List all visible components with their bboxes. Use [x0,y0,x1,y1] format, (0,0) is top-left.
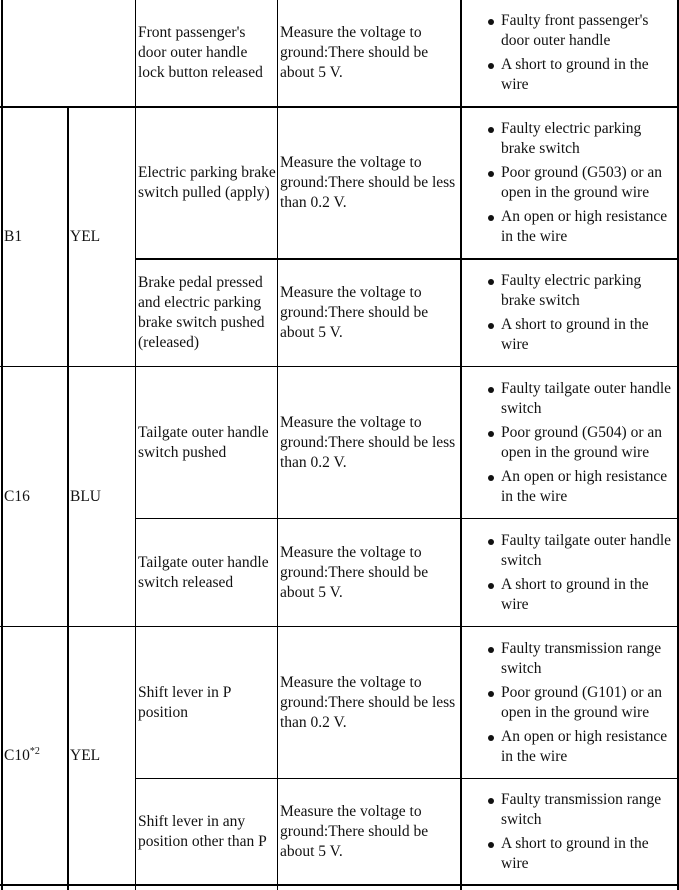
pin-footnote-marker: *2 [29,745,40,757]
result-text: Measure the voltage to ground:There should be less than 0.2 V. [280,413,456,471]
cause-item: A short to ground in the wire [462,315,677,355]
cause-list [462,271,677,355]
cause-list [462,639,677,767]
cause-list [462,790,677,874]
cause-item: Faulty electric parking brake switch [462,271,677,311]
condition-text: Shift lever in P position [138,683,231,721]
result-cell [280,260,460,366]
condition-text: Front passenger's door outer handle lock button released [138,24,263,81]
cause-item: Faulty tailgate outer handle switch [462,379,677,419]
pin-cell [4,367,66,626]
column-border [135,0,136,890]
cause-item: An open or high resistance in the wire [462,727,677,767]
condition-cell [138,0,276,106]
cause-item: An open or high resistance in the wire [462,467,677,507]
result-cell [280,519,460,626]
condition-cell [138,260,276,366]
pin-label: B1 [4,228,23,245]
cause-item: Faulty tailgate outer handle switch [462,531,677,571]
cause-list [462,531,677,615]
cause-item: Poor ground (G101) or an open in the ground wire [462,683,677,723]
pin-cell [4,108,66,366]
condition-text: Shift lever in any position other than P [138,812,267,850]
cause-cell [462,519,677,626]
condition-text: Tailgate outer handle switch pushed [138,423,269,461]
result-cell [280,367,460,518]
condition-text: Electric parking brake switch pulled (apply) [138,164,276,201]
condition-cell [138,108,276,258]
result-text: Measure the voltage to ground:There should be about 5 V. [280,284,429,341]
wire-color-label: BLU [70,487,101,505]
cause-list [462,11,677,95]
wire-color-label: YEL [70,746,101,764]
condition-text: Tailgate outer handle switch released [138,553,269,591]
cause-item: An open or high resistance in the wire [462,207,677,247]
column-border [277,0,278,890]
cause-cell [462,367,677,518]
wire-color-cell [70,367,134,626]
condition-text: Brake pedal pressed and electric parking brake switch pushed (released) [138,274,265,351]
condition-cell [138,519,276,626]
condition-cell [138,627,276,778]
cause-list [462,119,677,247]
column-border [1,0,3,890]
cause-cell [462,0,677,106]
result-cell [280,779,460,884]
cause-item: Poor ground (G503) or an open in the ground wire [462,163,677,203]
cause-list [462,379,677,507]
wire-color-cell [70,108,134,366]
cause-item: A short to ground in the wire [462,834,677,874]
pin-label [4,746,40,766]
wire-color-label: YEL [70,228,101,245]
condition-cell [138,367,276,518]
pin-label: C16 [4,487,30,505]
condition-cell [138,779,276,884]
row-border [0,884,679,886]
cause-item: Faulty front passenger's door outer handle [462,11,677,51]
column-border [67,106,69,890]
cause-item: Poor ground (G504) or an open in the ground wire [462,423,677,463]
result-text: Measure the voltage to ground:There should be about 5 V. [280,543,429,601]
result-text: Measure the voltage to ground:There should be less than 0.2 V. [280,154,456,211]
cause-cell [462,108,677,258]
cause-item: A short to ground in the wire [462,575,677,615]
cause-item: Faulty transmission range switch [462,639,677,679]
result-text: Measure the voltage to ground:There should be about 5 V. [280,24,429,81]
result-cell [280,627,460,778]
cause-item: Faulty transmission range switch [462,790,677,830]
pin-cell [4,627,66,884]
wire-color-cell [70,627,134,884]
result-cell [280,0,460,106]
cause-item: A short to ground in the wire [462,55,677,95]
cause-item: Faulty electric parking brake switch [462,119,677,159]
result-text: Measure the voltage to ground:There should be less than 0.2 V. [280,673,456,731]
result-cell [280,108,460,258]
pin-number: C10 [4,746,30,764]
cause-cell [462,627,677,778]
cause-cell [462,779,677,884]
result-text: Measure the voltage to ground:There should be about 5 V. [280,802,429,860]
cause-cell [462,260,677,366]
